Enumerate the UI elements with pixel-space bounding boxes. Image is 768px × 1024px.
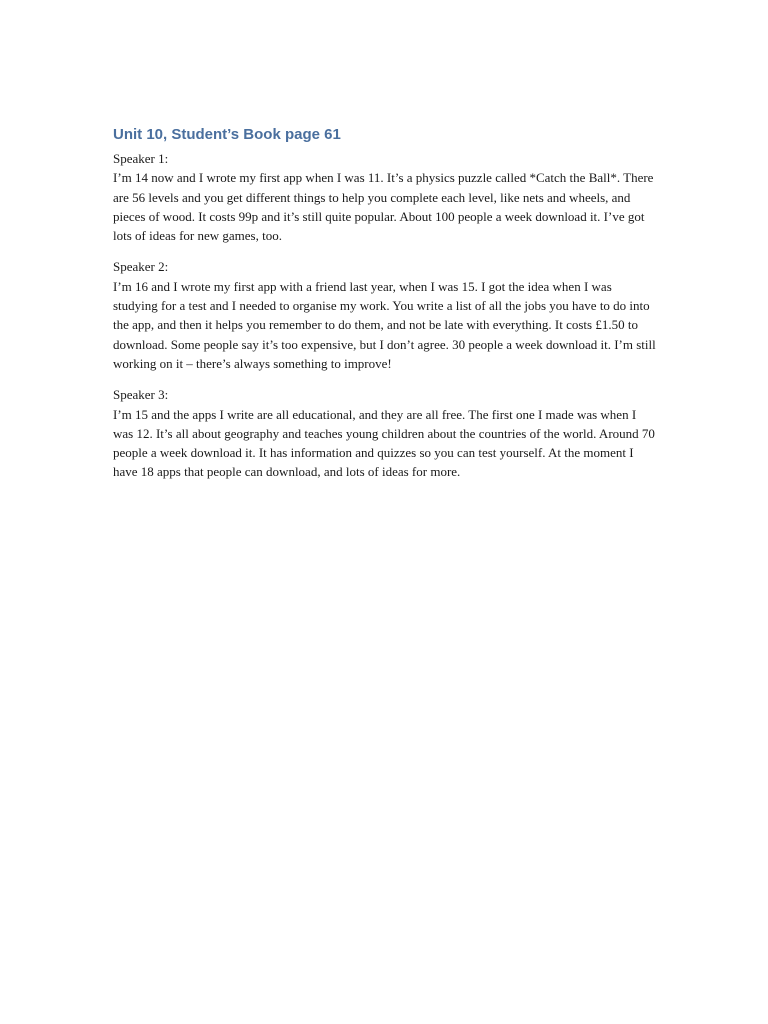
speaker-text: I’m 14 now and I wrote my first app when I was 11. It’s a physics puzzle called *Catch the Ball*. There are 56 levels and you get different things to help you complete each level, like nets and wheels, and pieces of wood. It costs 99p and it’s still quite popular. About 100 people a week download it. I’ve got lots of ideas for new games, too. <box>113 170 654 244</box>
speaker-text: I’m 16 and I wrote my first app with a friend last year, when I was 15. I got the idea when I was studying for a test and I needed to organise my work. You write a list of all the jobs you have to do into the app, and then it helps you remember to do them, and not be late with everything. It costs £1.50 to download. Some people say it’s too expensive, but I don’t agree. 30 people a week download it. I’m still working on it – there’s always something to improve! <box>113 278 656 371</box>
speaker-block-3 <box>113 385 658 481</box>
speaker-block-1 <box>113 149 658 245</box>
speaker-label: Speaker 2: <box>113 259 169 275</box>
speaker-block-2 <box>113 257 658 373</box>
speaker-label: Speaker 3: <box>113 387 169 403</box>
page-title: Unit 10, Student’s Book page 61 <box>113 126 341 143</box>
speaker-text: I’m 15 and the apps I write are all educational, and they are all free. The first one I made was when I was 12. It’s all about geography and teaches young children about the countries of the world. Around 70 people a week download it. It has information and quizzes so you can test yourself. At the moment I have 18 apps that people can download, and lots of ideas for more. <box>113 406 655 480</box>
document-body <box>113 124 658 494</box>
speaker-label: Speaker 1: <box>113 151 169 166</box>
